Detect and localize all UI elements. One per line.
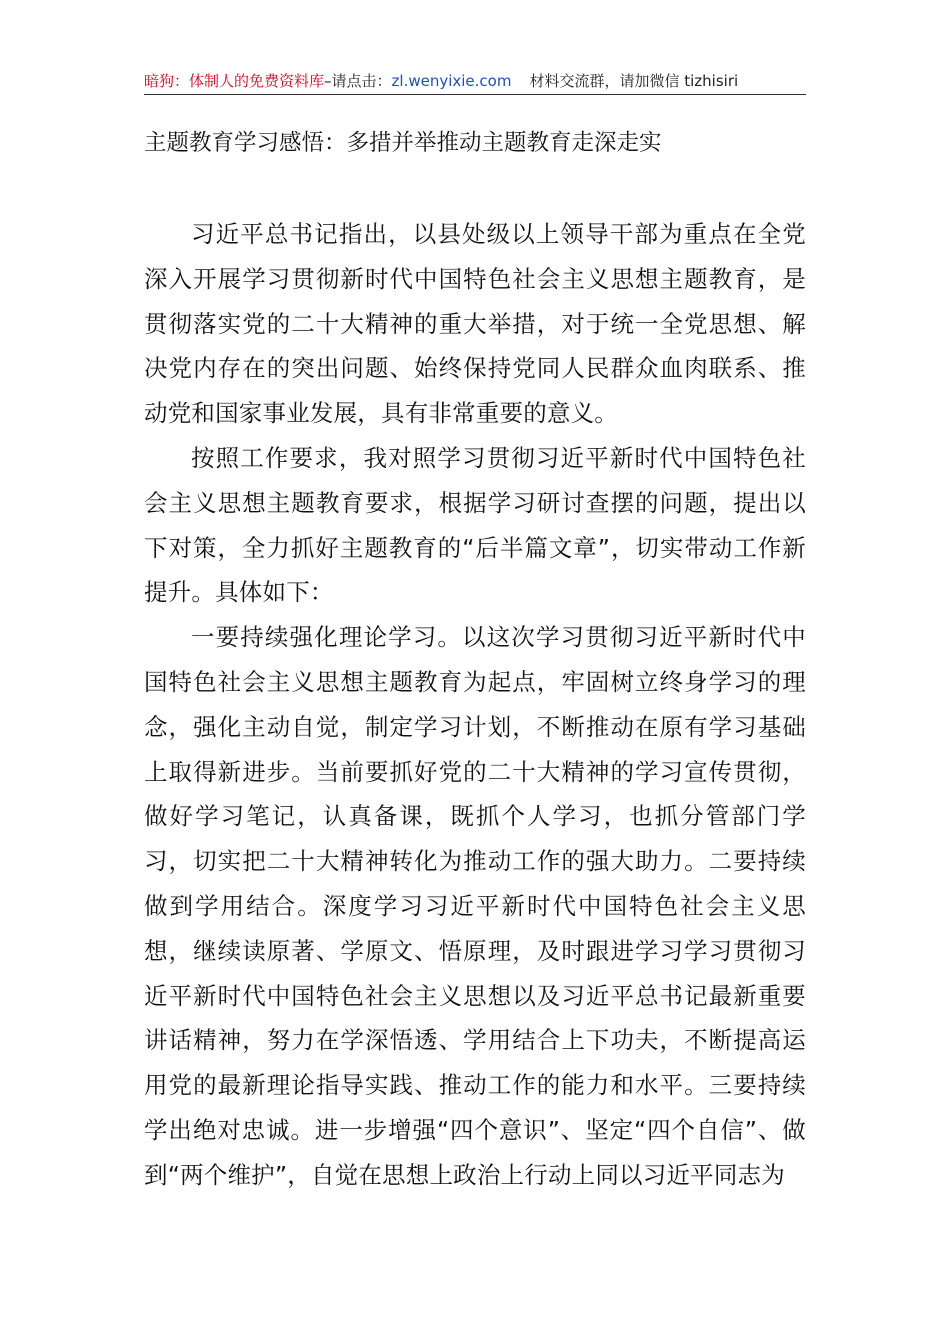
paragraph: 按照工作要求，我对照学习贯彻习近平新时代中国特色社会主义思想主题教育要求，根据学习研讨查摆的问题，提出以下对策，全力抓好主题教育的“后半篇文章”，切实带动工作新提升。具体如下： [144, 443, 806, 607]
header-url-link[interactable]: zl.wenyixie.com [391, 72, 512, 90]
document-body [144, 212, 806, 1198]
paragraph: 习近平总书记指出，以县处级以上领导干部为重点在全党深入开展学习贯彻新时代中国特色社会主义思想主题教育，是贯彻落实党的二十大精神的重大举措，对于统一全党思想、解决党内存在的突出问题、始终保持党同人民群众血肉联系、推动党和国家事业发展，具有非常重要的意义。 [144, 220, 806, 428]
header-contact: 材料交流群，请加微信 tizhisiri [529, 72, 739, 90]
page-header [144, 68, 806, 95]
header-click-prompt: –请点击： [324, 72, 392, 90]
document-title: 主题教育学习感悟：多措并举推动主题教育走深走实 [144, 130, 662, 156]
paragraph: 一要持续强化理论学习。以这次学习贯彻习近平新时代中国特色社会主义思想主题教育为起点，牢固树立终身学习的理念，强化主动自觉，制定学习计划，不断推动在原有学习基础上取得新进步。当前要抓好党的二十大精神的学习宣传贯彻，做好学习笔记，认真备课，既抓个人学习，也抓分管部门学习，切实把二十大精神转化为推动工作的强大助力。二要持续做到学用结合。深度学习习近平新时代中国特色社会主义思想，继续读原著、学原文、悟原理，及时跟进学习学习贯彻习近平新时代中国特色社会主义思想以及习近平总书记最新重要讲话精神，努力在学深悟透、学用结合上下功夫，不断提高运用党的最新理论指导实践、推动工作的能力和水平。三要持续学出绝对忠诚。进一步增强“四个意识”、坚定“四个自信”、做到“两个维护”，自觉在思想上政治上行动上同以习近平同志为 [144, 623, 806, 1189]
header-brand: 暗狗：体制人的免费资料库 [144, 72, 325, 90]
